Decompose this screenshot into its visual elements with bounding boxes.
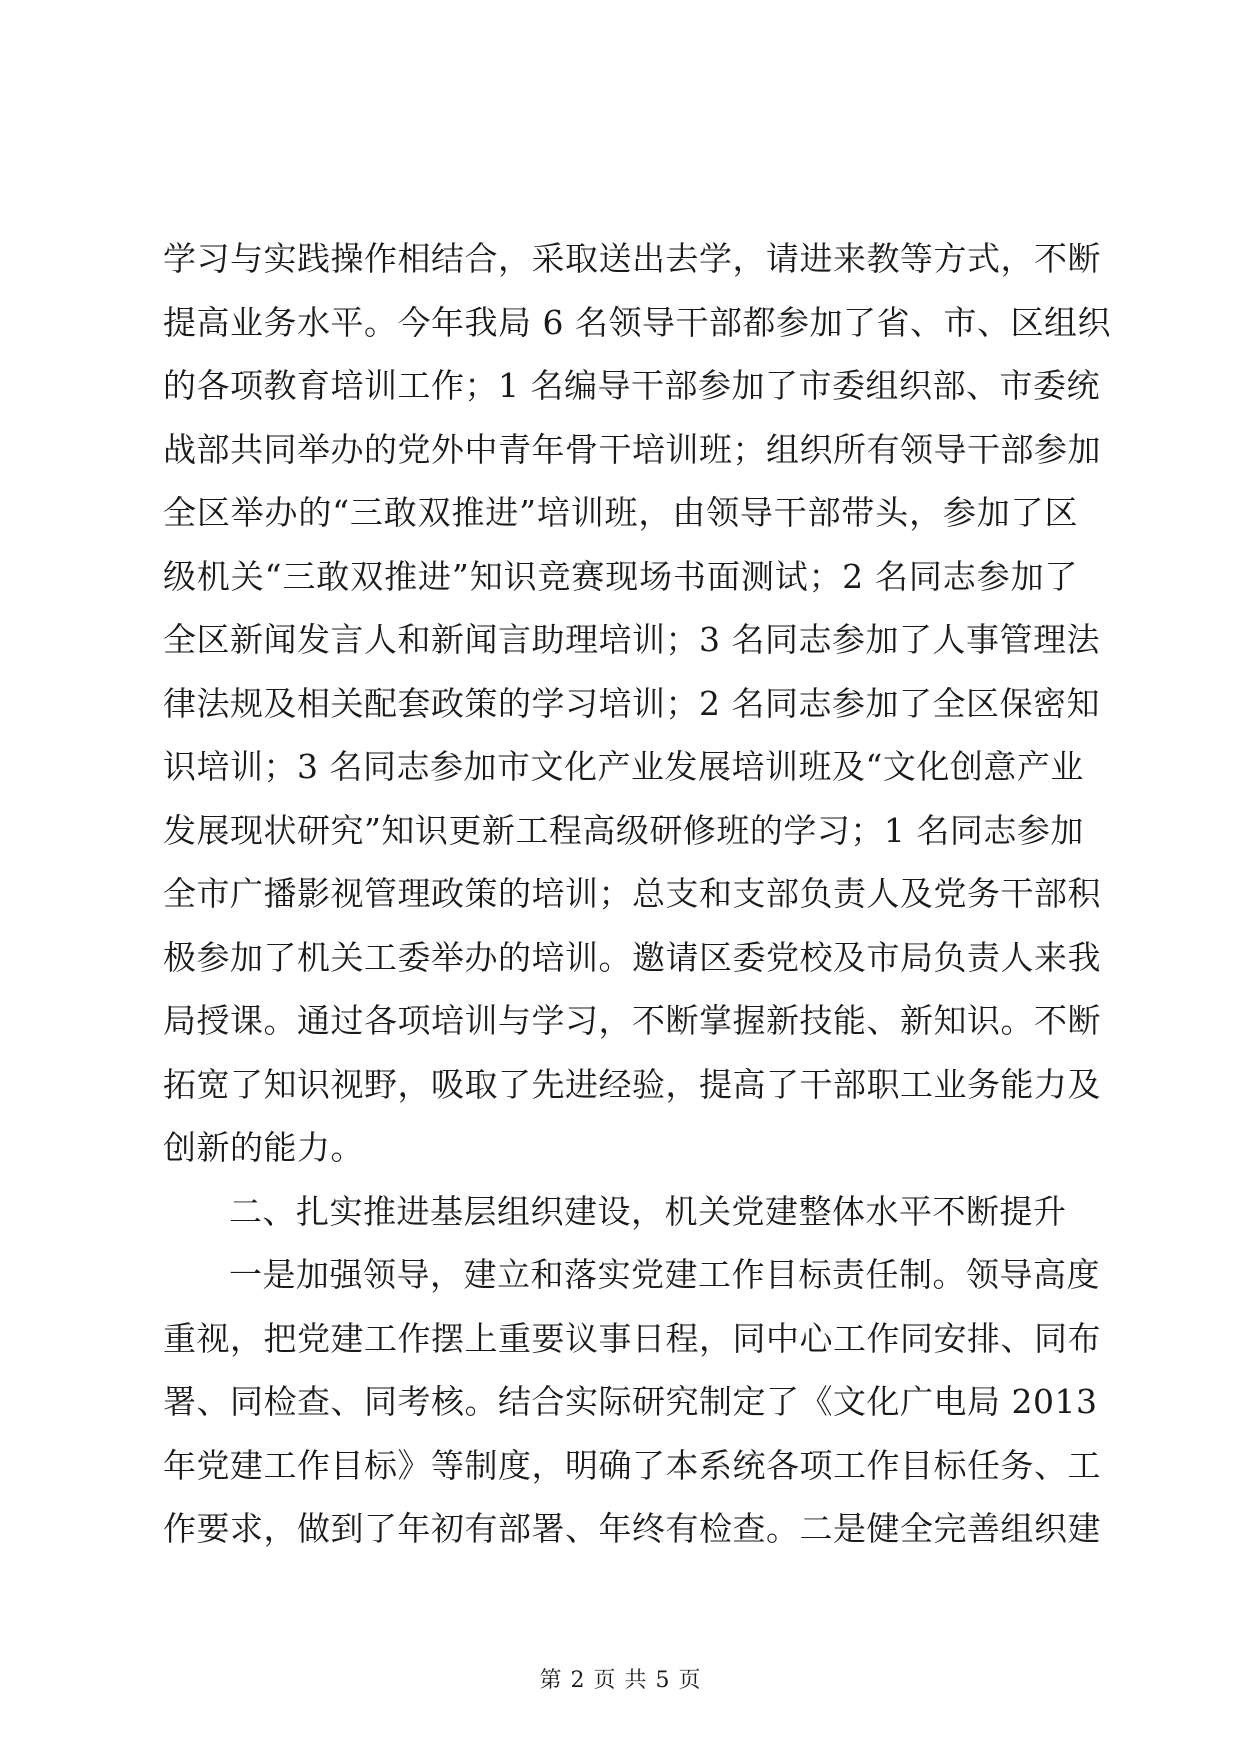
text-line: 重视，把党建工作摆上重要议事日程，同中心工作同安排、同布 bbox=[163, 1318, 1101, 1358]
text-line: 识培训；3 名同志参加市文化产业发展培训班及“文化创意产业 bbox=[163, 747, 1084, 786]
text-line: 全市广播影视管理政策的培训；总支和支部负责人及党务干部积 bbox=[163, 874, 1101, 913]
text-line: 局授课。通过各项培训与学习，不断掌握新技能、新知识。不断 bbox=[163, 1001, 1101, 1040]
section-heading: 二、扎实推进基层组织建设，机关党建整体水平不断提升 bbox=[229, 1191, 1067, 1231]
text-line: 创新的能力。 bbox=[163, 1128, 364, 1167]
text-line: 拓宽了知识视野，吸取了先进经验，提高了干部职工业务能力及 bbox=[163, 1064, 1101, 1104]
text-line: 律法规及相关配套政策的学习培训；2 名同志参加了全区保密知 bbox=[163, 683, 1100, 723]
text-line: 发展现状研究”知识更新工程高级研修班的学习；1 名同志参加 bbox=[163, 810, 1084, 850]
text-line: 极参加了机关工委举办的培训。邀请区委党校及市局负责人来我 bbox=[163, 937, 1101, 977]
page-number-footer: 第 2 页 共 5 页 bbox=[539, 1668, 702, 1693]
text-line: 年党建工作目标》等制度，明确了本系统各项工作目标任务、工 bbox=[163, 1445, 1101, 1485]
text-line: 的各项教育培训工作；1 名编导干部参加了市委组织部、市委统 bbox=[163, 366, 1100, 405]
text-line: 战部共同举办的党外中青年骨干培训班；组织所有领导干部参加 bbox=[163, 429, 1101, 469]
text-line: 署、同检查、同考核。结合实际研究制定了《文化广电局 2013 bbox=[163, 1382, 1098, 1421]
text-line: 一是加强领导，建立和落实党建工作目标责任制。领导高度 bbox=[229, 1255, 1100, 1294]
document-body bbox=[163, 227, 1111, 1561]
text-line: 学习与实践操作相结合，采取送出去学，请进来教等方式，不断 bbox=[163, 239, 1101, 278]
text-line: 提高业务水平。今年我局 6 名领导干部都参加了省、市、区组织 bbox=[163, 302, 1111, 342]
text-line: 全区举办的“三敢双推进”培训班，由领导干部带头，参加了区 bbox=[163, 493, 1078, 532]
text-line: 级机关“三敢双推进”知识竞赛现场书面测试；2 名同志参加了 bbox=[163, 556, 1078, 596]
text-line: 全区新闻发言人和新闻言助理培训；3 名同志参加了人事管理法 bbox=[163, 620, 1100, 659]
text-line: 作要求，做到了年初有部署、年终有检查。二是健全完善组织建 bbox=[163, 1509, 1101, 1548]
